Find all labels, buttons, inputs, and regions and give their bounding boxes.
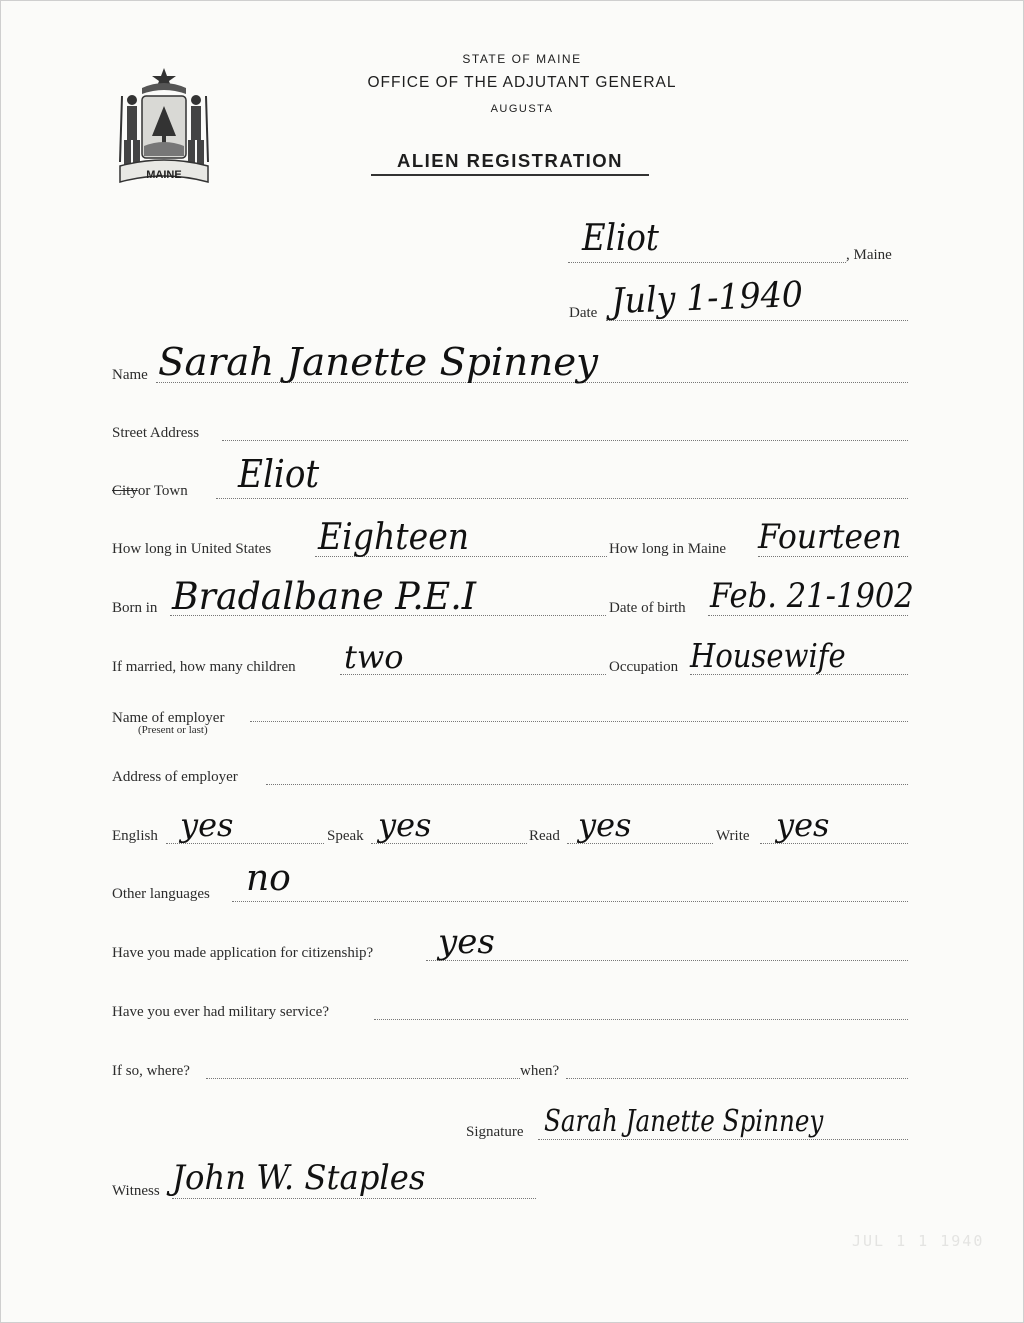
signature-label: Signature <box>466 1124 524 1140</box>
city-or-town-line <box>216 498 908 499</box>
children-value: two <box>344 638 404 676</box>
where-label: If so, where? <box>112 1063 190 1079</box>
write-value: yes <box>776 806 830 844</box>
signature-value: Sarah Janette Spinney <box>544 1104 824 1139</box>
english-label: English <box>112 828 158 844</box>
citizenship-value: yes <box>438 922 495 962</box>
english-value: yes <box>180 806 234 844</box>
location-line <box>568 262 846 263</box>
employer-address-label: Address of employer <box>112 769 238 785</box>
speak-value: yes <box>378 806 432 844</box>
citizenship-line <box>426 960 908 961</box>
speak-label: Speak <box>327 828 364 844</box>
city-struck-label: City <box>112 483 138 499</box>
name-label: Name <box>112 367 148 383</box>
where-line <box>206 1078 520 1079</box>
header-city: AUGUSTA <box>490 103 554 115</box>
name-value: Sarah Janette Spinney <box>158 340 599 384</box>
header-office: OFFICE OF THE ADJUTANT GENERAL <box>367 74 677 91</box>
date-label: Date <box>569 305 598 321</box>
date-value: July 1-1940 <box>610 274 804 322</box>
other-languages-label: Other languages <box>112 886 210 902</box>
born-in-label: Born in <box>112 600 158 616</box>
date-of-birth-label: Date of birth <box>609 600 686 616</box>
read-label: Read <box>529 828 560 844</box>
city-or-town-value: Eliot <box>238 452 320 496</box>
children-label: If married, how many children <box>112 659 296 675</box>
how-long-maine-label: How long in Maine <box>609 541 727 557</box>
employer-label: Name of employer <box>112 710 225 726</box>
street-address-line <box>222 440 908 441</box>
town-label: or Town <box>137 483 188 499</box>
header-state: STATE OF MAINE <box>462 52 582 66</box>
occupation-value: Housewife <box>690 636 846 675</box>
form-title: ALIEN REGISTRATION <box>371 150 649 176</box>
other-languages-value: no <box>246 858 291 899</box>
witness-value: John W. Staples <box>172 1158 426 1198</box>
write-label: Write <box>716 828 750 844</box>
signature-line <box>538 1139 908 1140</box>
how-long-us-value: Eighteen <box>318 517 470 558</box>
how-long-us-label: How long in United States <box>112 541 272 557</box>
military-label: Have you ever had military service? <box>112 1004 329 1020</box>
witness-line <box>172 1198 536 1199</box>
when-label: when? <box>520 1063 560 1079</box>
street-address-label: Street Address <box>112 425 200 441</box>
when-line <box>566 1078 908 1079</box>
employer-sublabel: (Present or last) <box>138 724 208 736</box>
other-languages-line <box>232 901 908 902</box>
military-line <box>374 1019 908 1020</box>
employer-address-line <box>266 784 908 785</box>
employer-line <box>250 721 908 722</box>
citizenship-label: Have you made application for citizenship? <box>112 945 374 961</box>
occupation-label: Occupation <box>609 659 679 675</box>
witness-label: Witness <box>112 1183 160 1199</box>
maine-label: , Maine <box>846 247 892 263</box>
how-long-maine-value: Fourteen <box>758 517 902 557</box>
city-or-town-label <box>112 483 188 500</box>
read-value: yes <box>578 806 632 844</box>
date-of-birth-value: Feb. 21-1902 <box>710 576 914 616</box>
location-value: Eliot <box>582 218 659 259</box>
seal-text: MAINE <box>146 169 182 181</box>
born-in-value: Bradalbane P.E.I <box>172 575 477 618</box>
received-stamp: JUL 1 1 1940 <box>852 1232 985 1250</box>
